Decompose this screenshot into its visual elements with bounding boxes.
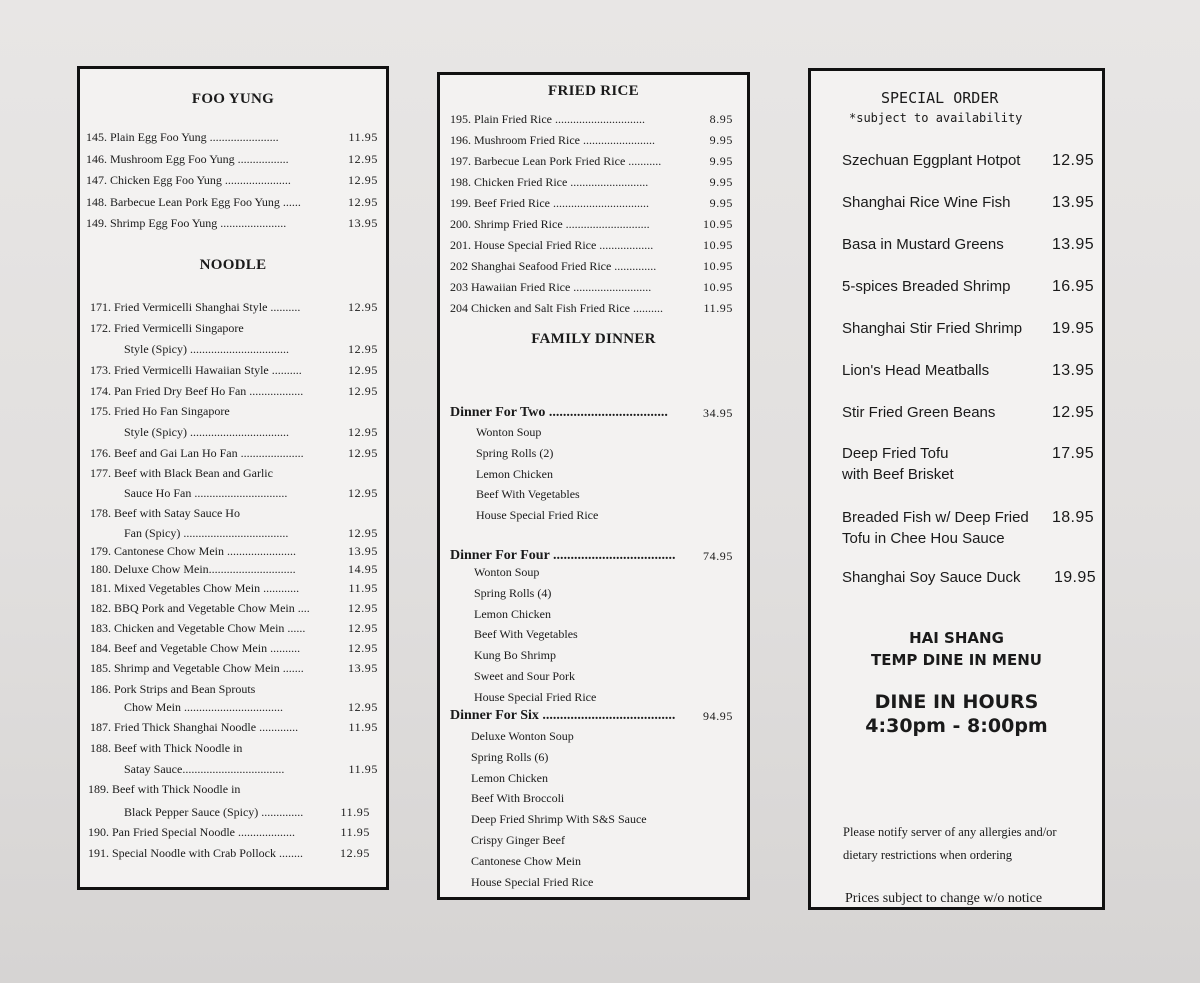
menu-item-label: 202 Shanghai Seafood Fried Rice ..............: [450, 259, 657, 273]
menu-item-price: 11.95: [340, 805, 370, 819]
menu-item-label: 198. Chicken Fried Rice ..........................: [450, 175, 649, 189]
dinner-course: Cantonese Chow Mein: [471, 853, 581, 868]
price-change-note: Prices subject to change w/o notice: [845, 891, 1043, 906]
menu-item-label: 183. Chicken and Vegetable Chow Mein ......: [90, 621, 306, 635]
menu-label: TEMP DINE IN MENU: [871, 651, 1042, 669]
menu-item-label: 200. Shrimp Fried Rice ............................: [450, 217, 650, 231]
menu-panel-right: [808, 68, 1105, 910]
menu-item-label: 199. Beef Fried Rice ................................: [450, 196, 649, 210]
special-item-name: Shanghai Rice Wine Fish: [842, 194, 1011, 211]
dinner-course: Lemon Chicken: [471, 770, 548, 785]
menu-item-label: 185. Shrimp and Vegetable Chow Mein .......: [90, 661, 304, 675]
special-item-price: 17.95: [1051, 445, 1094, 462]
menu-item-label: 149. Shrimp Egg Foo Yung ......................: [86, 216, 287, 230]
special-item-name: Szechuan Eggplant Hotpot: [842, 152, 1021, 169]
special-item-name: Deep Fried Tofu: [842, 445, 949, 462]
special-item-name: Shanghai Soy Sauce Duck: [842, 569, 1021, 586]
menu-item-price: 12.95: [348, 425, 378, 439]
menu-item-label: 179. Cantonese Chow Mein .......................: [90, 544, 296, 558]
menu-item-label: 203 Hawaiian Fried Rice ..........................: [450, 280, 652, 294]
dinner-course: Sweet and Sour Pork: [474, 669, 575, 683]
menu-item-price: 12.95: [348, 641, 378, 655]
menu-item-price: 12.95: [348, 173, 378, 187]
menu-item-price: 12.95: [348, 621, 378, 635]
menu-item-price: 11.95: [340, 825, 370, 839]
menu-item-price: 10.95: [703, 280, 733, 294]
special-item-name: Basa in Mustard Greens: [842, 236, 1004, 253]
special-item-price: 19.95: [1051, 320, 1094, 337]
dinner-title: Dinner For Six ......................................: [450, 708, 676, 723]
menu-item-label: Style (Spicy) .................................: [124, 342, 289, 356]
menu-item-price: 13.95: [348, 661, 378, 675]
menu-item-price: 11.95: [703, 301, 733, 315]
menu-item-price: 8.95: [709, 112, 733, 126]
menu-item-label: 172. Fried Vermicelli Singapore: [90, 321, 244, 335]
menu-item-price: 12.95: [348, 342, 378, 356]
dinner-course: Lemon Chicken: [474, 606, 551, 621]
dinner-course: Wonton Soup: [476, 425, 542, 439]
special-item-price: 13.95: [1051, 362, 1094, 379]
allergy-note-line-2: dietary restrictions when ordering: [843, 848, 1013, 862]
dine-in-hours-title: DINE IN HOURS: [874, 691, 1039, 713]
dinner-course: Kung Bo Shrimp: [474, 648, 557, 663]
menu-item-label: 187. Fried Thick Shanghai Noodle .............: [90, 720, 299, 734]
special-item-name: Lion's Head Meatballs: [842, 362, 990, 379]
dinner-course: House Special Fried Rice: [474, 689, 597, 704]
dinner-course: Crispy Ginger Beef: [471, 833, 565, 847]
dinner-course: Wonton Soup: [474, 565, 540, 579]
menu-panel-middle: [437, 72, 750, 900]
menu-item-price: 12.95: [348, 194, 378, 209]
menu-item-price: 12.95: [348, 700, 378, 714]
menu-item-label: 145. Plain Egg Foo Yung .......................: [86, 130, 279, 144]
dinner-title: Dinner For Four ...................................: [450, 548, 676, 563]
menu-item-label: 147. Chicken Egg Foo Yung ......................: [86, 173, 291, 187]
menu-item-label: 201. House Special Fried Rice ..................: [450, 238, 654, 252]
dinner-course: Deep Fried Shrimp With S&S Sauce: [471, 812, 647, 827]
dinner-course: Beef With Broccoli: [471, 791, 565, 806]
menu-item-price: 12.95: [340, 846, 370, 860]
menu-item-price: 12.95: [348, 526, 378, 540]
menu-item-label: 189. Beef with Thick Noodle in: [88, 782, 241, 796]
menu-item-price: 9.95: [709, 196, 733, 210]
special-item-price: 18.95: [1051, 509, 1094, 526]
fried-rice-heading: FRIED RICE: [548, 83, 639, 99]
special-item-name-line-2: Tofu in Chee Hou Sauce: [842, 530, 1005, 547]
menu-panel-left: [77, 66, 389, 890]
dinner-course: Spring Rolls (6): [471, 749, 549, 764]
menu-item-price: 12.95: [348, 601, 378, 615]
menu-item-price: 12.95: [348, 151, 378, 166]
special-item-name: Shanghai Stir Fried Shrimp: [842, 320, 1023, 337]
special-item-price: 13.95: [1051, 236, 1094, 253]
menu-item-price: 12.95: [348, 446, 378, 460]
menu-item-label: Satay Sauce..................................: [124, 762, 285, 776]
dinner-title: Dinner For Two ..................................: [450, 405, 668, 420]
dinner-price: 34.95: [703, 406, 733, 420]
menu-item-label: Fan (Spicy) ...................................: [124, 526, 289, 540]
menu-item-price: 10.95: [703, 238, 733, 252]
menu-item-label: 174. Pan Fried Dry Beef Ho Fan ..................: [90, 384, 304, 398]
dinner-course: Lemon Chicken: [476, 466, 553, 481]
special-item-price: 12.95: [1051, 404, 1094, 421]
menu-item-label: 197. Barbecue Lean Pork Fried Rice ...........: [450, 154, 662, 168]
dinner-course: Spring Rolls (2): [476, 445, 554, 460]
dinner-course: Beef With Vegetables: [474, 627, 578, 642]
menu-item-label: 190. Pan Fried Special Noodle ...................: [88, 825, 295, 839]
menu-item-label: 186. Pork Strips and Bean Sprouts: [90, 682, 256, 696]
menu-item-price: 10.95: [703, 259, 733, 273]
menu-item-price: 12.95: [348, 363, 378, 377]
dinner-course: Beef With Vegetables: [476, 487, 580, 502]
menu-item-price: 13.95: [348, 216, 378, 230]
special-item-name-line-2: with Beef Brisket: [842, 466, 954, 483]
menu-item-label: 176. Beef and Gai Lan Ho Fan .....................: [90, 446, 304, 460]
menu-item-label: 196. Mushroom Fried Rice ........................: [450, 133, 655, 147]
special-order-subtitle: *subject to availability: [849, 111, 1023, 125]
special-item-name: 5-spices Breaded Shrimp: [842, 278, 1011, 295]
special-item-name: Breaded Fish w/ Deep Fried: [842, 509, 1029, 526]
menu-item-price: 10.95: [703, 217, 733, 231]
menu-item-label: Chow Mein .................................: [124, 700, 283, 714]
menu-item-label: Style (Spicy) .................................: [124, 425, 289, 439]
menu-item-price: 12.95: [348, 384, 378, 398]
menu-item-price: 9.95: [709, 175, 733, 189]
menu-item-label: 191. Special Noodle with Crab Pollock ........: [88, 846, 303, 860]
menu-item-price: 12.95: [348, 300, 378, 314]
special-order-heading: SPECIAL ORDER: [881, 89, 999, 107]
menu-item-price: 9.95: [709, 154, 733, 168]
menu-item-label: 178. Beef with Satay Sauce Ho: [90, 506, 240, 520]
menu-item-label: 177. Beef with Black Bean and Garlic: [90, 466, 273, 480]
menu-item-price: 14.95: [348, 562, 378, 576]
menu-item-label: 195. Plain Fried Rice ..............................: [450, 112, 645, 126]
menu-item-label: 184. Beef and Vegetable Chow Mein ..........: [90, 641, 301, 655]
dinner-course: Spring Rolls (4): [474, 585, 552, 600]
menu-item-label: 188. Beef with Thick Noodle in: [90, 741, 243, 755]
menu-item-label: 175. Fried Ho Fan Singapore: [90, 404, 230, 418]
allergy-note-line-1: Please notify server of any allergies and/or: [843, 825, 1057, 839]
menu-item-label: 181. Mixed Vegetables Chow Mein ............: [90, 581, 300, 595]
menu-item-label: 204 Chicken and Salt Fish Fried Rice ..........: [450, 301, 663, 315]
foo-yung-heading: FOO YUNG: [191, 91, 275, 107]
menu-item-price: 12.95: [348, 486, 378, 500]
family-dinner-heading: FAMILY DINNER: [531, 331, 656, 347]
menu-item-label: Black Pepper Sauce (Spicy) ..............: [124, 805, 304, 819]
menu-item-label: 171. Fried Vermicelli Shanghai Style ..........: [90, 300, 301, 314]
special-item-price: 12.95: [1051, 152, 1094, 169]
special-item-price: 16.95: [1051, 278, 1094, 295]
restaurant-name: HAI SHANG: [909, 629, 1004, 647]
menu-item-label: Sauce Ho Fan ...............................: [124, 486, 288, 500]
dinner-course: House Special Fried Rice: [471, 874, 594, 889]
noodle-heading: NOODLE: [199, 257, 267, 273]
menu-item-label: 146. Mushroom Egg Foo Yung .................: [86, 151, 289, 166]
menu-item-label: 148. Barbecue Lean Pork Egg Foo Yung ......: [86, 194, 301, 209]
dinner-price: 94.95: [703, 709, 733, 723]
menu-item-price: 13.95: [348, 544, 378, 558]
special-item-price: 19.95: [1053, 569, 1096, 586]
dinner-course: Deluxe Wonton Soup: [471, 729, 574, 743]
menu-item-label: 182. BBQ Pork and Vegetable Chow Mein ....: [90, 601, 310, 615]
menu-item-price: 9.95: [709, 133, 733, 147]
menu-item-price: 11.95: [348, 720, 378, 734]
dinner-price: 74.95: [703, 549, 733, 563]
dinner-course: House Special Fried Rice: [476, 508, 599, 523]
special-item-name: Stir Fried Green Beans: [842, 404, 996, 421]
menu-item-label: 173. Fried Vermicelli Hawaiian Style ..........: [90, 363, 302, 377]
dine-in-hours: 4:30pm - 8:00pm: [865, 715, 1048, 737]
menu-item-label: 180. Deluxe Chow Mein.............................: [90, 562, 296, 576]
special-item-price: 13.95: [1051, 194, 1094, 211]
menu-item-price: 11.95: [348, 581, 378, 595]
menu-item-price: 11.95: [348, 130, 378, 144]
menu-item-price: 11.95: [348, 762, 378, 776]
